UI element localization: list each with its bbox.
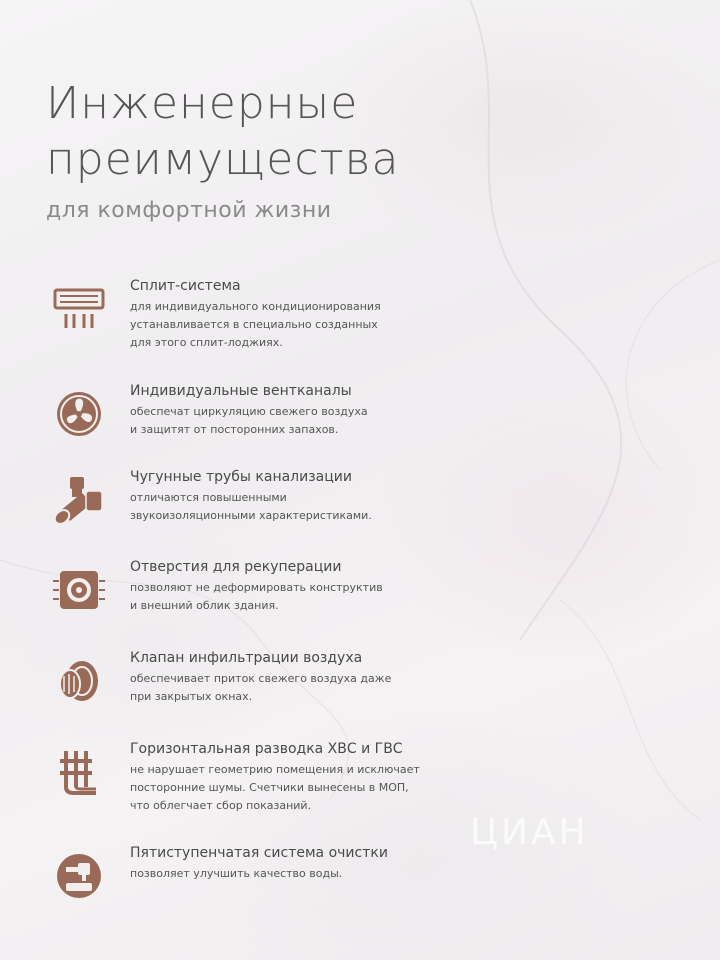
title-line-2: преимущества (46, 134, 400, 185)
fan-icon (52, 389, 106, 439)
page-title (46, 76, 399, 188)
feature-title: Клапан инфильтрации воздуха (130, 650, 363, 666)
feature-line: обеспечивает приток свежего воздуха даже (130, 672, 392, 685)
title-line-1: Инженерные (46, 78, 359, 129)
air-conditioner-icon (52, 284, 106, 334)
pipe-icon (52, 475, 106, 525)
feature-line: что облегчает сбор показаний. (130, 799, 312, 812)
recuperator-icon (52, 565, 106, 615)
feature-line: для этого сплит-лоджиях. (130, 336, 283, 349)
feature-title: Индивидуальные вентканалы (130, 383, 352, 399)
air-valve-icon (52, 656, 106, 706)
feature-title: Отверстия для рекуперации (130, 559, 342, 575)
feature-line: и защитят от посторонних запахов. (130, 423, 339, 436)
feature-title: Горизонтальная разводка ХВС и ГВС (130, 741, 403, 757)
feature-line: и внешний облик здания. (130, 599, 279, 612)
feature-line: не нарушает геометрию помещения и исключает (130, 763, 420, 776)
feature-line: позволяет улучшить качество воды. (130, 867, 343, 880)
feature-line: посторонние шумы. Счетчики вынесены в МОП, (130, 781, 409, 794)
water-pipes-icon (52, 747, 106, 797)
feature-title: Чугунные трубы канализации (130, 469, 352, 485)
page-subtitle: для комфортной жизни (46, 198, 332, 223)
feature-title: Пятиступенчатая система очистки (130, 845, 388, 861)
feature-line: звукоизоляционными характеристиками. (130, 509, 372, 522)
feature-line: для индивидуального кондиционирования (130, 300, 381, 313)
feature-title: Сплит-система (130, 278, 241, 294)
feature-line: устанавливается в специально созданных (130, 318, 378, 331)
water-filter-icon (52, 851, 106, 901)
feature-line: обеспечат циркуляцию свежего воздуха (130, 405, 368, 418)
feature-line: отличаются повышенными (130, 491, 287, 504)
feature-line: позволяют не деформировать конструктив (130, 581, 383, 594)
watermark: ЦИАН (470, 812, 589, 853)
feature-line: при закрытых окнах. (130, 690, 253, 703)
